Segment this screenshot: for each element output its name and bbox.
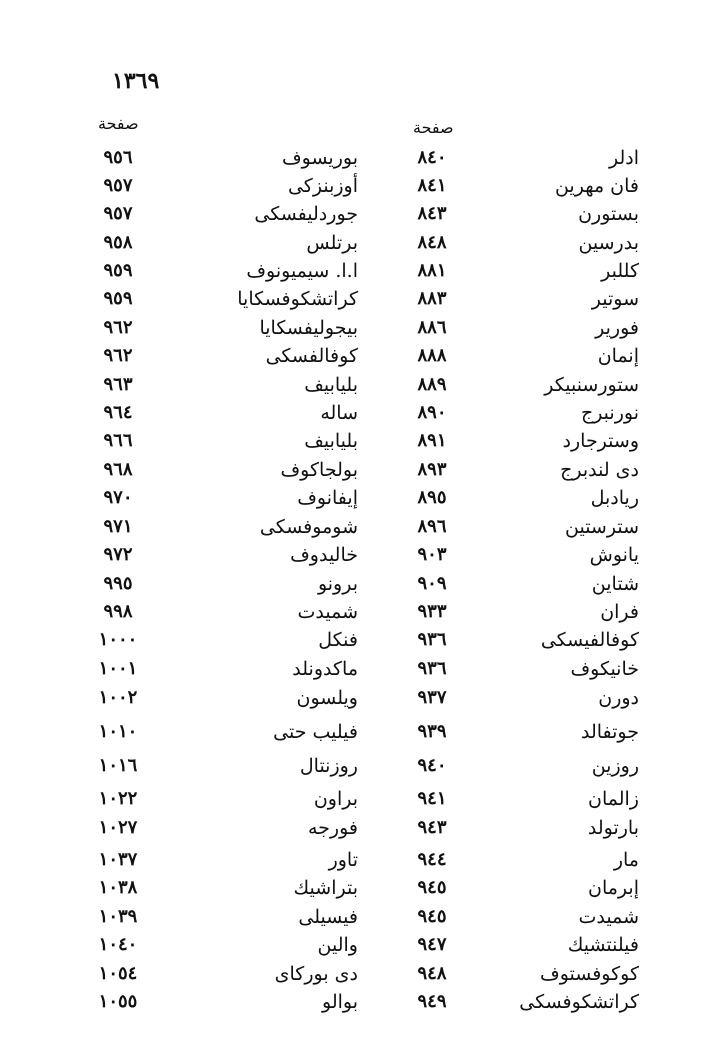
right-entry-name: سترستين — [565, 516, 639, 538]
right-entry-page: ٩٤٨ — [417, 963, 447, 984]
right-entry-name: كوفالفيسكى — [540, 629, 639, 651]
right-entry-page: ٩٤٤ — [417, 849, 447, 870]
left-entry-page: ١٠٥٥ — [98, 991, 138, 1012]
index-row — [0, 847, 721, 877]
index-row — [0, 372, 721, 402]
index-row — [0, 173, 721, 203]
index-row — [0, 315, 721, 345]
right-entry-name: زالمان — [588, 788, 639, 810]
left-entry-page: ٩٥٩ — [103, 260, 133, 281]
right-entry-page: ٩٤٠ — [417, 755, 447, 776]
left-entry-name: خاليدوف — [290, 544, 358, 566]
left-entry-page: ١٠٢٧ — [98, 817, 138, 838]
left-entry-page: ٩٦٢ — [103, 345, 133, 366]
index-row — [0, 753, 721, 783]
index-row — [0, 258, 721, 288]
index-row — [0, 656, 721, 686]
right-entry-page: ٨٨٨ — [417, 345, 447, 366]
right-entry-page: ٩٣٩ — [417, 721, 447, 742]
left-entry-page: ١٠٣٨ — [98, 877, 138, 898]
right-entry-page: ٨٩٣ — [417, 459, 447, 480]
right-entry-name: شميدت — [578, 906, 639, 928]
left-entry-name: والين — [317, 934, 358, 956]
left-entry-page: ١٠١٠ — [98, 721, 138, 742]
left-entry-page: ١٠٢٢ — [98, 788, 138, 809]
index-row — [0, 875, 721, 905]
right-entry-name: بدرسين — [578, 232, 639, 254]
left-entry-page: ٩٥٩ — [103, 288, 133, 309]
left-entry-page: ٩٥٦ — [103, 147, 133, 168]
right-entry-page: ٩٣٦ — [417, 658, 447, 679]
right-entry-page: ٩٣٧ — [417, 687, 447, 708]
right-entry-page: ٩٤٥ — [417, 877, 447, 898]
right-entry-name: فورير — [595, 317, 639, 339]
index-row — [0, 815, 721, 845]
page-number: ١٣٦٩ — [112, 68, 160, 94]
left-entry-name: دى بوركاى — [274, 963, 358, 985]
left-entry-name: فورجه — [307, 817, 358, 839]
left-entry-page: ٩٧١ — [103, 516, 133, 537]
index-row — [0, 145, 721, 175]
right-entry-name: ريادبل — [590, 487, 639, 509]
right-entry-page: ٨٨٣ — [417, 288, 447, 309]
right-entry-name: فان مهرين — [554, 175, 639, 197]
left-entry-name: بوالو — [322, 991, 358, 1013]
left-entry-name: ويلسون — [296, 687, 358, 709]
left-entry-name: ساله — [320, 402, 358, 424]
index-row — [0, 514, 721, 544]
left-entry-name: ا.ا. سيميونوف — [246, 260, 358, 282]
index-row — [0, 428, 721, 458]
left-entry-name: شوموفسكى — [259, 516, 358, 538]
left-entry-page: ١٠٠١ — [98, 658, 138, 679]
left-entry-name: فيليب حتى — [273, 721, 358, 743]
index-row — [0, 485, 721, 515]
left-entry-name: ماكدونلد — [292, 658, 358, 680]
right-entry-page: ٩٤٣ — [417, 817, 447, 838]
right-entry-page: ٨٨١ — [417, 260, 447, 281]
left-entry-name: كوفالفسكى — [265, 345, 358, 367]
right-entry-page: ٩٤٥ — [417, 906, 447, 927]
left-entry-name: شميدت — [297, 601, 358, 623]
left-entry-page: ١٠٣٧ — [98, 849, 138, 870]
right-entry-page: ٨٩٦ — [417, 516, 447, 537]
right-entry-name: كللبر — [601, 260, 639, 282]
right-entry-page: ٩٣٣ — [417, 601, 447, 622]
left-entry-page: ٩٩٥ — [103, 573, 133, 594]
left-entry-name: بولجاكوف — [280, 459, 358, 481]
right-entry-page: ٩٤١ — [417, 788, 447, 809]
index-row — [0, 989, 721, 1019]
left-entry-name: برونو — [317, 573, 358, 595]
index-row — [0, 201, 721, 231]
left-entry-page: ٩٦٦ — [103, 430, 133, 451]
left-entry-name: فنكل — [318, 629, 358, 651]
left-entry-name: روزنتال — [299, 755, 358, 777]
right-entry-name: إبرمان — [588, 877, 639, 899]
right-entry-name: فران — [600, 601, 639, 623]
right-entry-page: ٨٤٣ — [417, 203, 447, 224]
left-entry-name: برتلس — [306, 232, 358, 254]
index-row — [0, 343, 721, 373]
right-entry-page: ٨٤٨ — [417, 232, 447, 253]
right-entry-name: وسترجارد — [562, 430, 639, 452]
right-entry-page: ٩٤٧ — [417, 934, 447, 955]
right-entry-name: دورن — [598, 687, 639, 709]
right-entry-name: ستورسنبيكر — [544, 374, 639, 396]
right-entry-name: خانيكوف — [570, 658, 639, 680]
right-entry-name: بستورن — [578, 203, 639, 225]
left-entry-page: ٩٦٨ — [103, 459, 133, 480]
right-entry-page: ٨٩٥ — [417, 487, 447, 508]
index-row — [0, 571, 721, 601]
index-row — [0, 961, 721, 991]
right-entry-name: نورنبرج — [580, 402, 639, 424]
left-entry-name: بليابيف — [304, 430, 358, 452]
index-row — [0, 685, 721, 715]
right-entry-name: فيلنتشيك — [567, 934, 639, 956]
right-entry-name: يانوش — [589, 544, 639, 566]
left-entry-name: بليابيف — [304, 374, 358, 396]
right-entry-name: مار — [613, 849, 639, 871]
index-row — [0, 786, 721, 816]
left-entry-page: ٩٥٨ — [103, 232, 133, 253]
index-row — [0, 230, 721, 260]
index-row — [0, 627, 721, 657]
left-entry-page: ٩٦٢ — [103, 317, 133, 338]
left-column-header: صفحة — [98, 114, 139, 133]
index-row — [0, 932, 721, 962]
right-entry-name: جوتفالد — [580, 721, 639, 743]
left-entry-page: ١٠٣٩ — [98, 906, 138, 927]
left-entry-name: فيسيلى — [298, 906, 358, 928]
right-entry-name: إنمان — [597, 345, 639, 367]
right-entry-page: ٨٤١ — [417, 175, 447, 196]
left-entry-name: أوزبنزكى — [287, 175, 358, 197]
index-row — [0, 457, 721, 487]
right-entry-name: شتاين — [591, 573, 639, 595]
index-row — [0, 542, 721, 572]
left-entry-page: ٩٧٠ — [103, 487, 133, 508]
left-entry-name: بيجوليفسكايا — [259, 317, 358, 339]
left-entry-page: ١٠١٦ — [98, 755, 138, 776]
index-row — [0, 904, 721, 934]
left-entry-page: ٩٩٨ — [103, 601, 133, 622]
left-entry-page: ٩٥٧ — [103, 175, 133, 196]
right-entry-page: ٨٤٠ — [417, 147, 447, 168]
right-entry-name: سوتير — [591, 288, 639, 310]
index-row — [0, 400, 721, 430]
right-entry-page: ٨٩١ — [417, 430, 447, 451]
right-entry-page: ٨٨٩ — [417, 374, 447, 395]
left-entry-page: ٩٥٧ — [103, 203, 133, 224]
left-entry-name: جوردليفسكى — [254, 203, 358, 225]
index-row — [0, 286, 721, 316]
left-entry-page: ١٠٠٠ — [98, 629, 138, 650]
left-entry-name: بوريسوف — [281, 147, 358, 169]
right-entry-page: ٨٩٠ — [417, 402, 447, 423]
right-entry-page: ٩٤٩ — [417, 991, 447, 1012]
right-entry-page: ٩٣٦ — [417, 629, 447, 650]
left-entry-name: كراتشكوفسكايا — [237, 288, 358, 310]
left-entry-page: ١٠٥٤ — [98, 963, 138, 984]
index-row — [0, 719, 721, 749]
left-entry-page: ٩٦٣ — [103, 374, 133, 395]
right-entry-name: بارتولد — [587, 817, 639, 839]
right-entry-name: كوكوفستوف — [540, 963, 639, 985]
right-entry-page: ٨٨٦ — [417, 317, 447, 338]
left-entry-name: بتراشيك — [293, 877, 358, 899]
index-row — [0, 599, 721, 629]
right-entry-name: روزين — [591, 755, 639, 777]
left-entry-name: إيفانوف — [297, 487, 358, 509]
right-entry-page: ٩٠٩ — [417, 573, 447, 594]
left-entry-page: ١٠٤٠ — [98, 934, 138, 955]
left-entry-name: تاور — [328, 849, 358, 871]
right-entry-name: كراتشكوفسكى — [519, 991, 639, 1013]
left-entry-name: براون — [313, 788, 358, 810]
right-column-header: صفحة — [413, 118, 454, 137]
left-entry-page: ٩٦٤ — [103, 402, 133, 423]
right-entry-page: ٩٠٣ — [417, 544, 447, 565]
right-entry-name: ادلر — [608, 147, 639, 169]
right-entry-name: دى لندبرج — [560, 459, 639, 481]
left-entry-page: ٩٧٢ — [103, 544, 133, 565]
left-entry-page: ١٠٠٢ — [98, 687, 138, 708]
